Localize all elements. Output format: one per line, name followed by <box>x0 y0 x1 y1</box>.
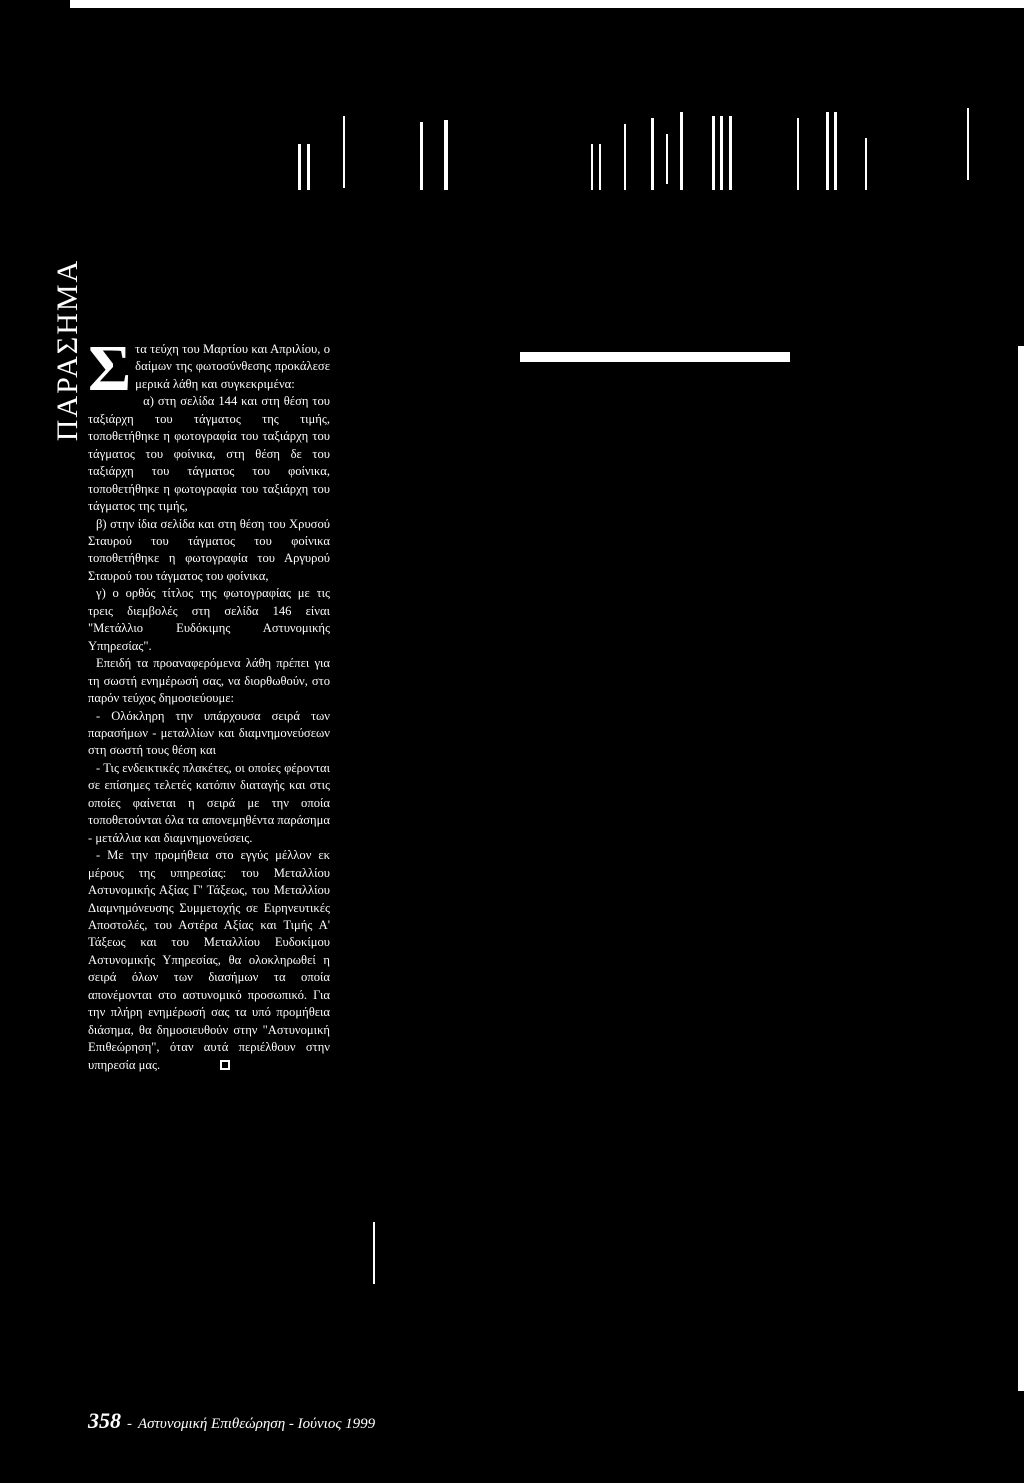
photo-strip-bars <box>0 108 1024 190</box>
section-title: ΠΑΡΑΣΗΜΑ <box>51 258 84 442</box>
paragraph: Επειδή τα προαναφερόμενα λάθη πρέπει για τη σωστή ενημέρωσή σας, να διορθωθούν, στο παρόν τεύχος δημοσιεύουμε: <box>88 656 330 706</box>
article-column <box>88 332 330 1074</box>
paragraph: - Τις ενδεικτικές πλακέτες, οι οποίες φέρονται σε επίσημες τελετές κατόπιν διαταγής και στις οποίες φαίνεται η σειρά με την οποία τοποθετούνται όλα τα απονεμηθέντα παράσημα - μετάλλια και διαμνημονεύσεις. <box>88 760 330 845</box>
vertical-rule <box>373 1222 375 1284</box>
paragraph: α) στη σελίδα 144 και στη θέση του ταξιάρχη του τάγματος της τιμής, τοποθετήθηκε η φωτογραφία του ταξιάρχη του τάγματος του φοίνικα, στη θέση δε του ταξιάρχη του τάγματος του φοίνικα, τοποθετήθηκε η φωτογραφία του ταξιάρχη του τάγματος της τιμής, <box>88 394 330 514</box>
paragraph: β) στην ίδια σελίδα και στη θέση του Χρυσού Σταυρού του τάγματος του φοίνικα τοποθετήθηκε η φωτογραφία του Αργυρού Σταυρού του τάγματος του φοίνικα, <box>88 516 330 583</box>
drop-cap: Σ <box>88 332 132 405</box>
paragraph: - Ολόκληρη την υπάρχουσα σειρά των παρασήμων - μεταλλίων και διαμνημονεύσεων στη σωστή τους θέση και <box>88 708 330 758</box>
paragraph-final <box>88 847 330 1074</box>
footer-separator: - <box>127 1416 132 1432</box>
article-intro <box>88 332 330 405</box>
right-edge <box>1018 346 1024 1391</box>
paragraph: - Με την προμήθεια στο εγγύς μέλλον εκ μέρους της υπηρεσίας: του Μεταλλίου Αστυνομικής Αξίας Γ' Τάξεως, του Μεταλλίου Διαμνημόνευσης Συμμετοχής σε Ειρηνευτικές Αποστολές, του Αστέρα Αξίας και Τιμής Α' Τάξεως και του Μεταλλίου Ευδοκίμου Αστυνομικής Υπηρεσίας, θα ολοκληρωθεί η σειρά όλων των διασήμων τα οποία απονέμονται στο αστυνομικό προσωπικό. Για την πλήρη ενημέρωσή σας τα υπό προμήθεια διάσημα, θα δημοσιευθούν στην "Αστυνομική Επιθεώρηση", όταν αυτά περιέλθουν στην υπηρεσία μας. <box>88 848 330 1072</box>
top-edge <box>70 0 1024 8</box>
paragraph: γ) ο ορθός τίτλος της φωτογραφίας με τις τρεις διεμβολές στη σελίδα 146 είναι "Μετάλλιο Ευδόκιμης Αστυνομικής Υπηρεσίας". <box>88 586 330 653</box>
page-number: 358 <box>88 1408 121 1433</box>
horizontal-rule <box>520 352 790 362</box>
publication-name: Αστυνομική Επιθεώρηση - Ιούνιος 1999 <box>138 1416 376 1432</box>
page-footer <box>88 1408 375 1434</box>
paragraph: τα τεύχη του Μαρτίου και Απριλίου, ο δαίμων της φωτοσύνθεσης προκάλεσε μερικά λάθη και συγκεκριμένα: <box>135 342 330 391</box>
end-mark-icon <box>220 1060 230 1070</box>
